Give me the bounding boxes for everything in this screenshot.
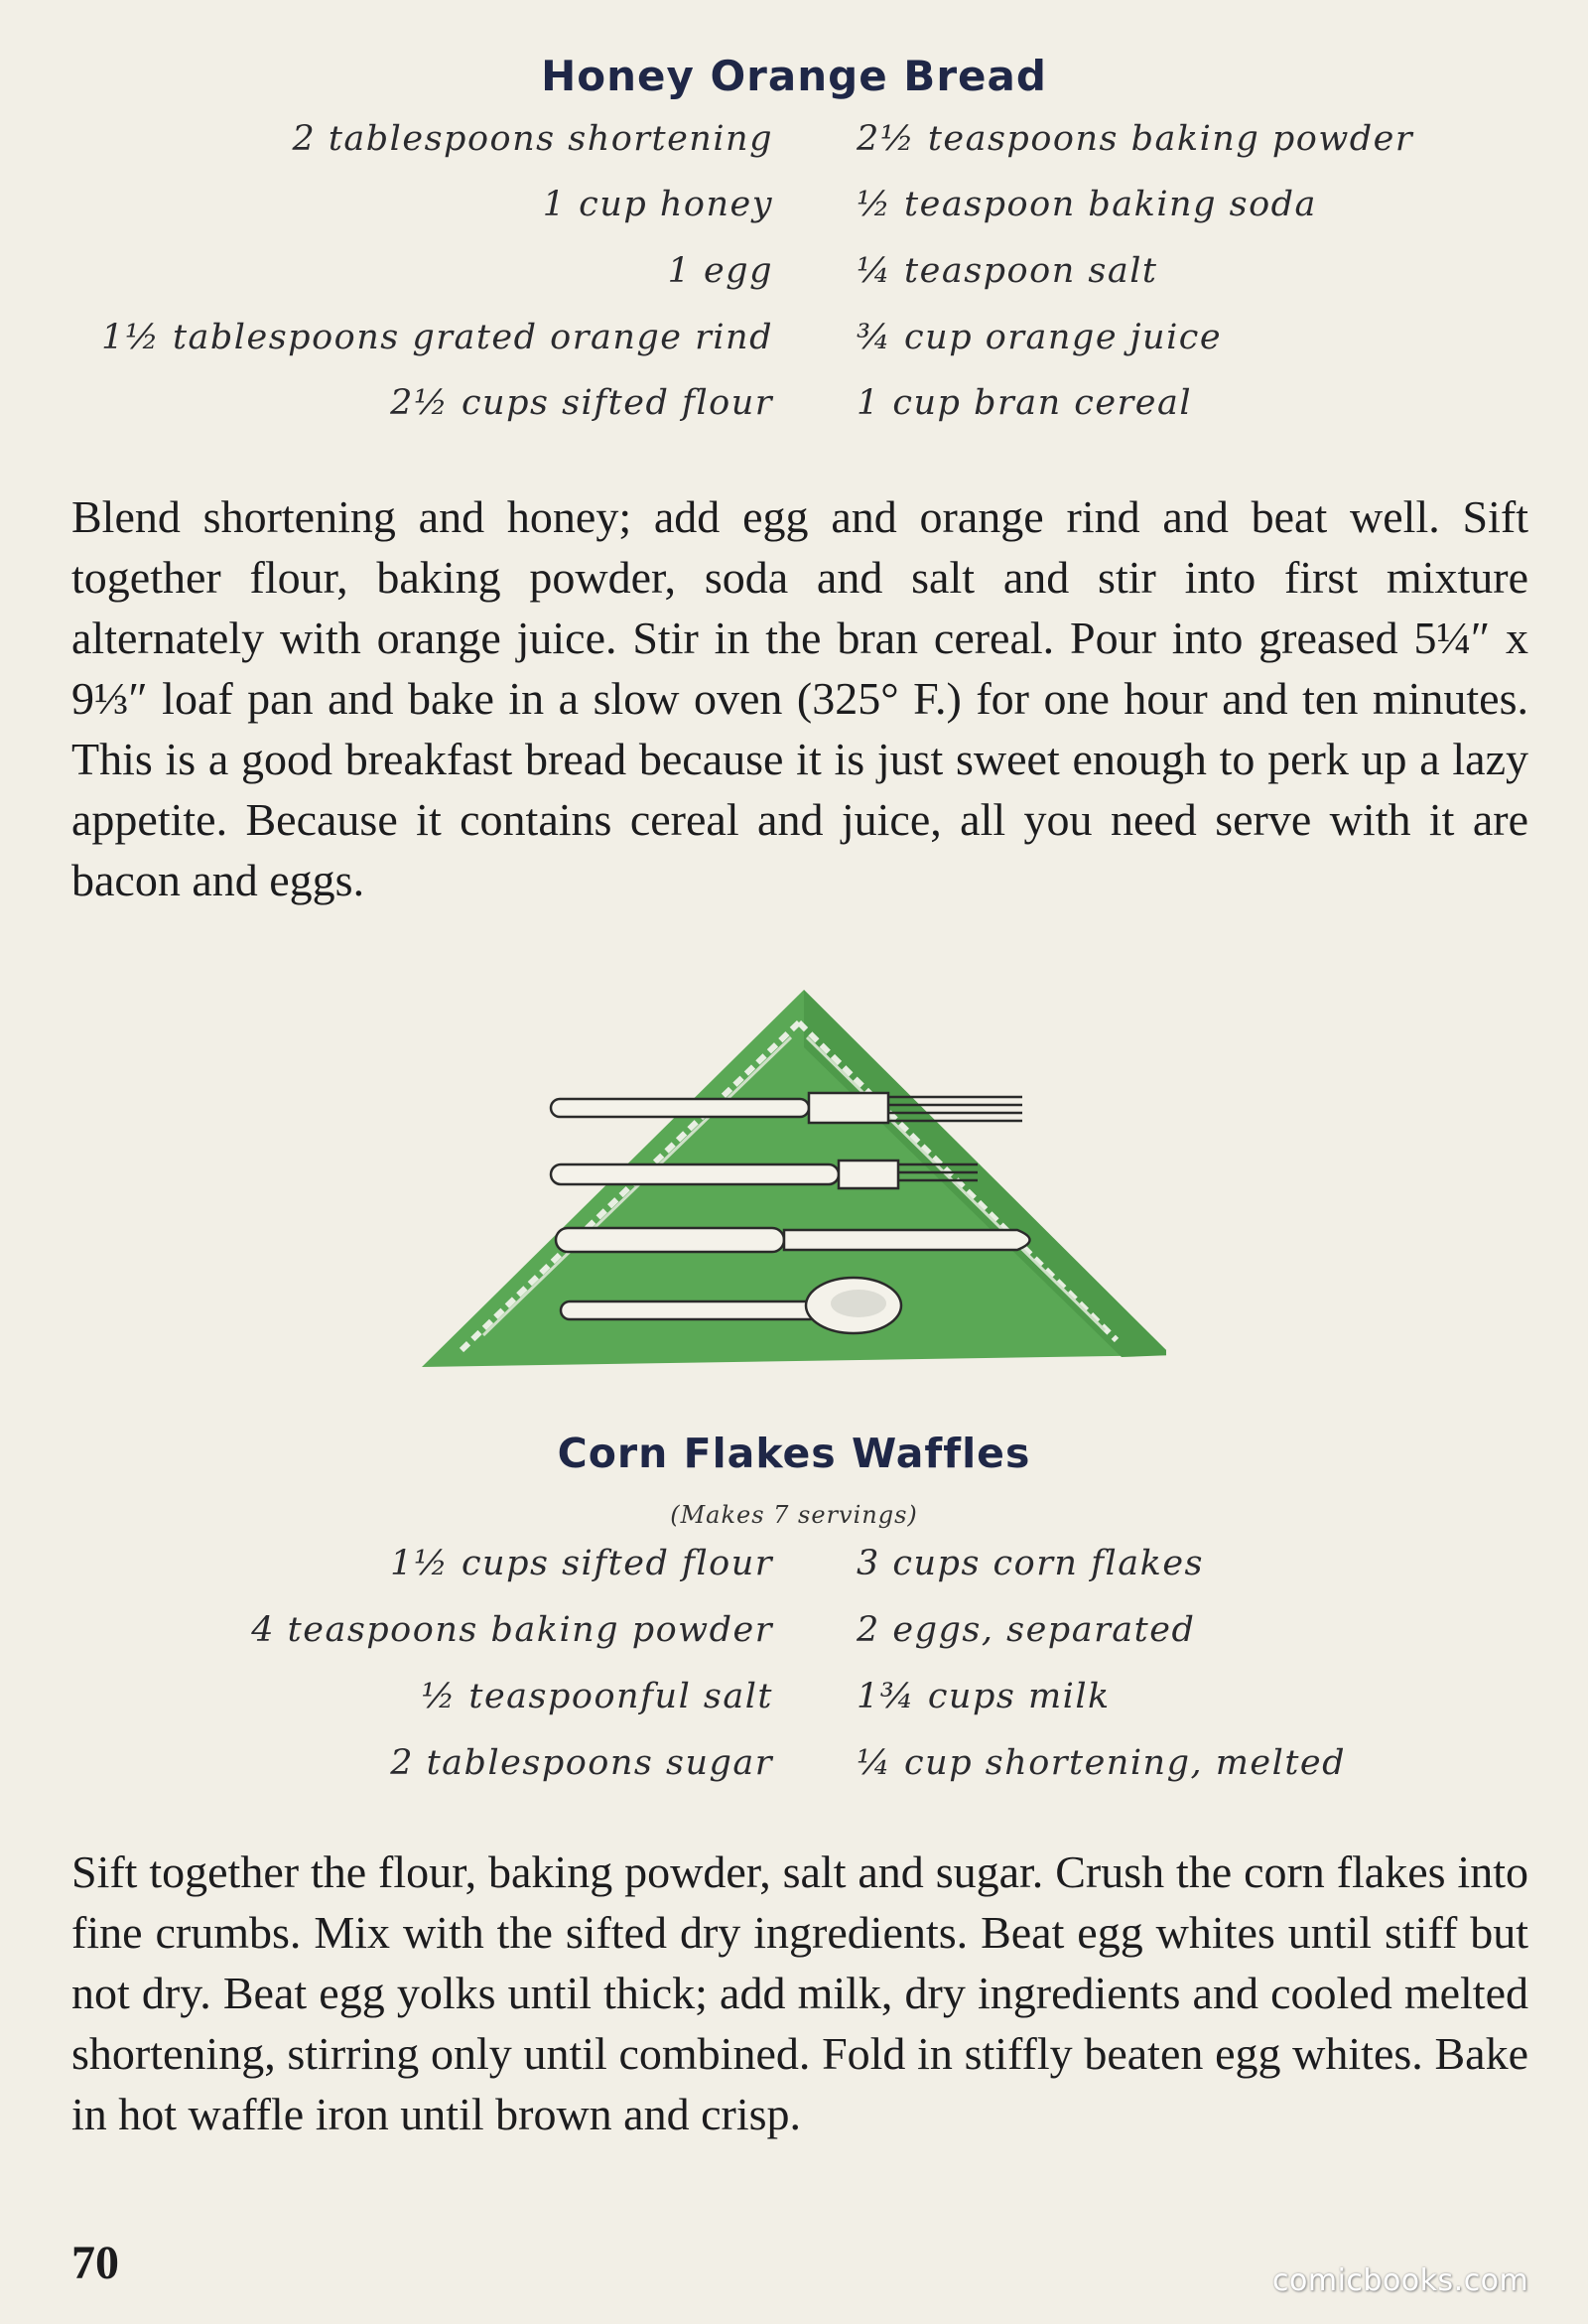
napkin-silverware-illustration	[422, 988, 1166, 1385]
ingredient-item: 2 tablespoons shortening	[292, 119, 773, 159]
recipe-title-honey-orange-bread: Honey Orange Bread	[541, 52, 1047, 100]
ingredient-item: ½ teaspoon baking soda	[857, 185, 1317, 224]
ingredient-item: ¾ cup orange juice	[857, 318, 1223, 357]
recipe-title-corn-flakes-waffles: Corn Flakes Waffles	[557, 1430, 1031, 1477]
ingredient-item: 4 teaspoons baking powder	[251, 1610, 773, 1650]
ingredient-item: 2 tablespoons sugar	[390, 1743, 773, 1783]
ingredient-item: 1½ tablespoons grated orange rind	[101, 318, 773, 357]
page-number: 70	[71, 2237, 119, 2289]
watermark: comicbooks.com	[1272, 2263, 1529, 2298]
ingredient-item: ¼ teaspoon salt	[857, 251, 1158, 291]
recipe-directions-corn-flakes-waffles: Sift together the flour, baking powder, salt and sugar. Crush the corn flakes into fine crumbs. Mix with the sifted dry ingredients. Beat egg whites until stiff but not dry. Beat egg yolks until thick; add milk, dry ingredients and cooled melted shortening, stirring only until combined. Fold in stiffly beaten egg whites. Bake in hot waffle iron until brown and crisp.	[71, 1846, 1528, 2139]
servings-note: (Makes 7 servings)	[670, 1501, 918, 1529]
ingredient-item: 2½ teaspoons baking powder	[857, 119, 1414, 159]
ingredient-item: 2 eggs, separated	[857, 1610, 1196, 1650]
ingredient-item: ½ teaspoonful salt	[421, 1677, 773, 1716]
ingredient-item: 1¾ cups milk	[857, 1677, 1111, 1716]
ingredient-item: ¼ cup shortening, melted	[857, 1743, 1347, 1783]
ingredient-item: 1 egg	[667, 251, 773, 291]
ingredient-item: 1 cup bran cereal	[857, 383, 1193, 423]
ingredient-item: 1 cup honey	[542, 185, 773, 224]
recipe-directions-honey-orange-bread: Blend shortening and honey; add egg and orange rind and beat well. Sift together flour, baking powder, soda and salt and stir into first mixture alternately with orange juice. Stir in the bran cereal. Pour into greased 5¼″ x 9⅓″ loaf pan and bake in a slow oven (325° F.) for one hour and ten minutes. This is a good breakfast bread because it is just sweet enough to perk up a lazy appetite. Because it contains cereal and juice, all you need serve with it are bacon and eggs.	[71, 491, 1528, 905]
ingredient-item: 1½ cups sifted flour	[390, 1544, 773, 1583]
ingredient-item: 3 cups corn flakes	[857, 1544, 1204, 1583]
ingredient-item: 2½ cups sifted flour	[390, 383, 773, 423]
knife-icon	[556, 1228, 1030, 1252]
